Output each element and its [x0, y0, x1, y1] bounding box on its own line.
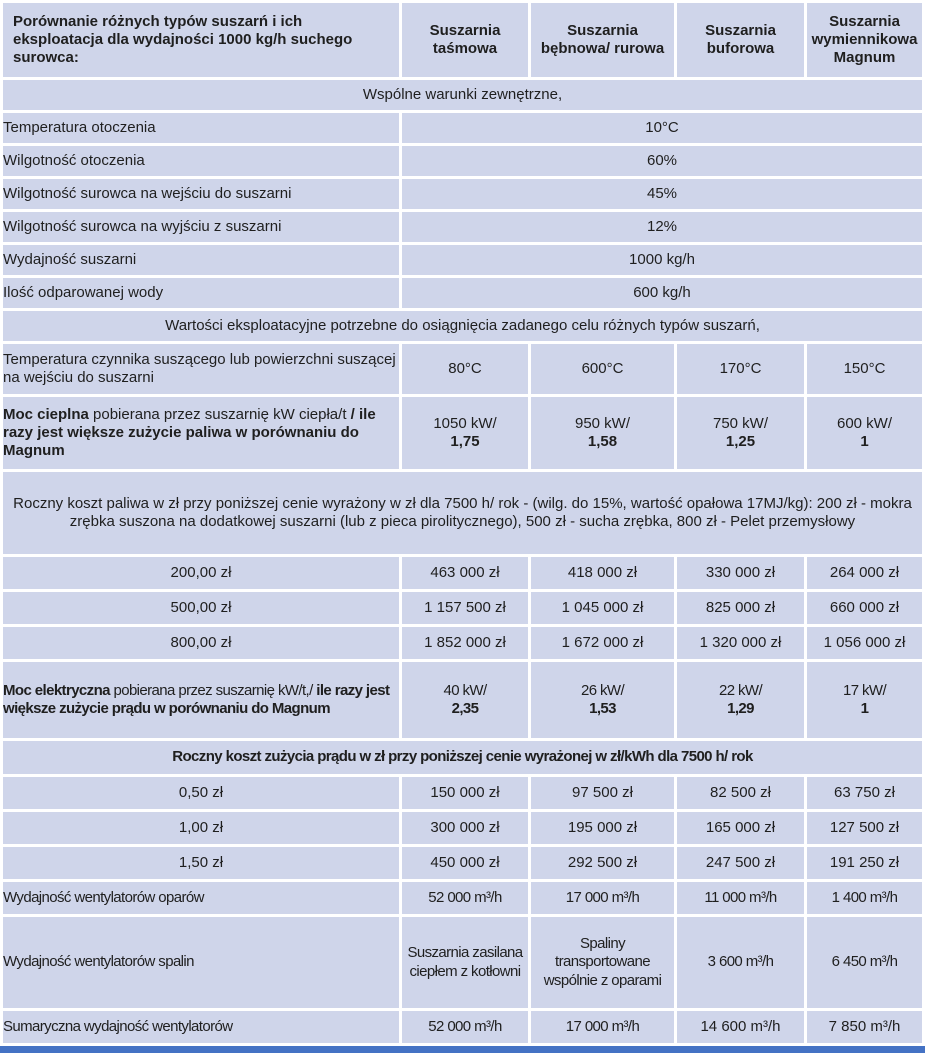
value-cell: 600 kg/h	[402, 278, 922, 308]
table-row	[3, 397, 922, 469]
section-header-common: Wspólne warunki zewnętrzne,	[3, 80, 922, 110]
row-label-heat-power	[3, 397, 399, 469]
table-row	[3, 777, 922, 809]
value-cell: 40 kW/ 2,35	[402, 662, 528, 738]
price-label: 1,00 zł	[3, 812, 399, 844]
section-row	[3, 741, 922, 774]
table-row	[3, 146, 922, 176]
value-cell: 660 000 zł	[807, 592, 922, 624]
value-cell: 17 kW/ 1	[807, 662, 922, 738]
value-cell: 1 157 500 zł	[402, 592, 528, 624]
label-part: Moc cieplna	[3, 405, 89, 423]
value-cell: 450 000 zł	[402, 847, 528, 879]
value-cell: Suszarnia zasilana ciepłem z kotłowni	[402, 917, 528, 1008]
price-label: 200,00 zł	[3, 557, 399, 589]
table-row	[3, 113, 922, 143]
value-cell: 750 kW/ 1,25	[677, 397, 804, 469]
value-cell: 97 500 zł	[531, 777, 674, 809]
label-part: pobierana przez suszarnię kW/t,/	[109, 681, 317, 699]
value-cell: 170°C	[677, 344, 804, 394]
value-cell: 1 672 000 zł	[531, 627, 674, 659]
value-cell: 165 000 zł	[677, 812, 804, 844]
column-header-bebnowa: Suszarnia bębnowa/ rurowa	[531, 3, 674, 77]
value-cell: 600 kW/ 1	[807, 397, 922, 469]
column-header-buforowa: Suszarnia buforowa	[677, 3, 804, 77]
table-row	[3, 917, 922, 1008]
price-label: 800,00 zł	[3, 627, 399, 659]
value-cell: 12%	[402, 212, 922, 242]
column-header-magnum: Suszarnia wymiennikowa Magnum	[807, 3, 922, 77]
section-row	[3, 80, 922, 110]
table-row	[3, 1011, 922, 1043]
value-cell: 1 852 000 zł	[402, 627, 528, 659]
value-cell: 195 000 zł	[531, 812, 674, 844]
value-cell: 150°C	[807, 344, 922, 394]
row-label: Wydajność wentylatorów spalin	[3, 917, 399, 1008]
table-title: Porównanie różnych typów suszarń i ich eksploatacja dla wydajności 1000 kg/h suchego surowca:	[3, 3, 399, 77]
value-cell: 11 000 m³/h	[677, 882, 804, 914]
price-label: 0,50 zł	[3, 777, 399, 809]
value-cell: 150 000 zł	[402, 777, 528, 809]
section-header-exploitation: Wartości eksploatacyjne potrzebne do osiągnięcia zadanego celu różnych typów suszarń,	[3, 311, 922, 341]
label-part: / ile razy jest większe zużycie paliwa w porównaniu do Magnum	[3, 405, 376, 460]
value-cell: 22 kW/ 1,29	[677, 662, 804, 738]
value-cell: 418 000 zł	[531, 557, 674, 589]
value-cell: 292 500 zł	[531, 847, 674, 879]
value-cell: 10°C	[402, 113, 922, 143]
value-cell: 825 000 zł	[677, 592, 804, 624]
section-row	[3, 311, 922, 341]
row-label: Wydajność wentylatorów oparów	[3, 882, 399, 914]
table-row	[3, 882, 922, 914]
value-cell: 26 kW/ 1,53	[531, 662, 674, 738]
value-cell: 60%	[402, 146, 922, 176]
row-label: Wilgotność surowca na wyjściu z suszarni	[3, 212, 399, 242]
row-label: Wilgotność surowca na wejściu do suszarni	[3, 179, 399, 209]
table-row	[3, 557, 922, 589]
value-cell: 463 000 zł	[402, 557, 528, 589]
value-cell: 82 500 zł	[677, 777, 804, 809]
row-label: Temperatura czynnika suszącego lub powierzchni suszącej na wejściu do suszarni	[3, 344, 399, 394]
value-cell: 1 320 000 zł	[677, 627, 804, 659]
value-cell: 330 000 zł	[677, 557, 804, 589]
value-cell: 17 000 m³/h	[531, 1011, 674, 1043]
section-header-electricity-cost: Roczny koszt zużycia prądu w zł przy poniższej cenie wyrażonej w zł/kWh dla 7500 h/ rok	[3, 741, 922, 774]
table-row	[3, 847, 922, 879]
table-row	[3, 592, 922, 624]
value-cell: 191 250 zł	[807, 847, 922, 879]
value-cell: 17 000 m³/h	[531, 882, 674, 914]
value-cell: 52 000 m³/h	[402, 882, 528, 914]
table-row	[3, 627, 922, 659]
value-cell: 14 600 m³/h	[677, 1011, 804, 1043]
value-cell: 3 600 m³/h	[677, 917, 804, 1008]
table-row	[3, 812, 922, 844]
table-row	[3, 212, 922, 242]
section-header-fuel-cost: Roczny koszt paliwa w zł przy poniższej cenie wyrażony w zł dla 7500 h/ rok - (wilg. do 15%, wartość opałowa 17MJ/kg): 200 zł - mokra zrębka suszona na dodatkowej suszarni (lub z pieca pirolitycznego), 500 zł - sucha zrębka, 800 zł - Pelet przemysłowy	[3, 472, 922, 554]
value-cell: 1050 kW/ 1,75	[402, 397, 528, 469]
label-part: Moc elektryczna	[3, 681, 110, 699]
header-row	[3, 3, 922, 77]
row-label: Sumaryczna wydajność wentylatorów	[3, 1011, 399, 1043]
value-cell: 127 500 zł	[807, 812, 922, 844]
row-label: Ilość odparowanej wody	[3, 278, 399, 308]
value-cell: 950 kW/ 1,58	[531, 397, 674, 469]
value-cell: 1 400 m³/h	[807, 882, 922, 914]
table-row	[3, 245, 922, 275]
row-label-electric-power	[3, 662, 399, 738]
label-part: ile razy jest większe zużycie prądu w porównaniu do Magnum	[3, 681, 390, 717]
value-cell: 1 045 000 zł	[531, 592, 674, 624]
price-label: 500,00 zł	[3, 592, 399, 624]
value-cell: 52 000 m³/h	[402, 1011, 528, 1043]
value-cell: 1 056 000 zł	[807, 627, 922, 659]
table-row	[3, 179, 922, 209]
bottom-blue-bar	[0, 1046, 925, 1053]
row-label: Wilgotność otoczenia	[3, 146, 399, 176]
table-row	[3, 662, 922, 738]
value-cell: 63 750 zł	[807, 777, 922, 809]
column-header-tasmowa: Suszarnia taśmowa	[402, 3, 528, 77]
row-label: Temperatura otoczenia	[3, 113, 399, 143]
value-cell: 247 500 zł	[677, 847, 804, 879]
value-cell: 600°C	[531, 344, 674, 394]
value-cell: 45%	[402, 179, 922, 209]
value-cell: Spaliny transportowane wspólnie z oparami	[531, 917, 674, 1008]
price-label: 1,50 zł	[3, 847, 399, 879]
value-cell: 6 450 m³/h	[807, 917, 922, 1008]
row-label: Wydajność suszarni	[3, 245, 399, 275]
value-cell: 300 000 zł	[402, 812, 528, 844]
label-part: pobierana przez suszarnię kW ciepła/t	[88, 405, 351, 423]
value-cell: 1000 kg/h	[402, 245, 922, 275]
section-row	[3, 472, 922, 554]
value-cell: 80°C	[402, 344, 528, 394]
value-cell: 264 000 zł	[807, 557, 922, 589]
value-cell: 7 850 m³/h	[807, 1011, 922, 1043]
table-row	[3, 278, 922, 308]
table-row	[3, 344, 922, 394]
